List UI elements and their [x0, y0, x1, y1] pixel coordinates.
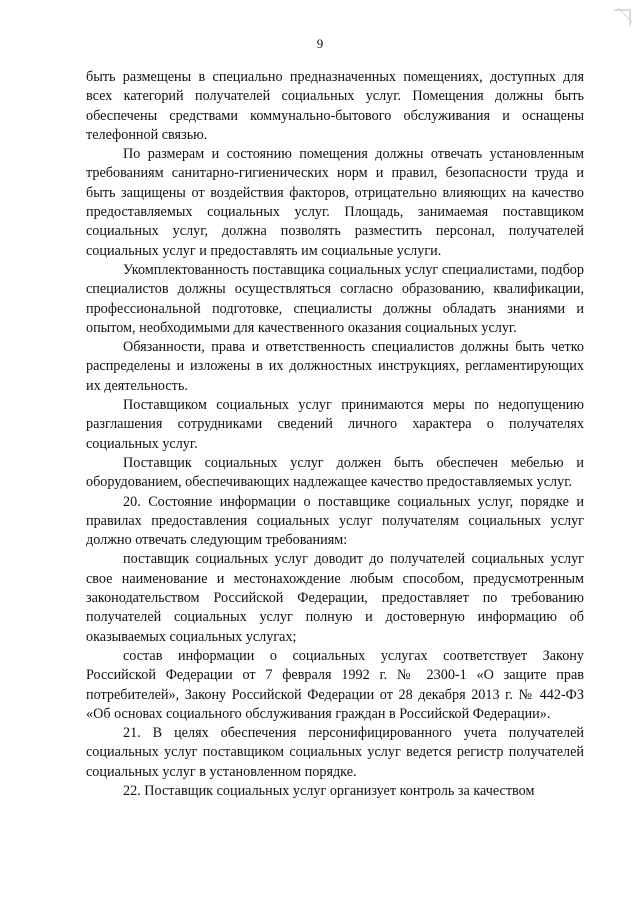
paragraph: Поставщиком социальных услуг принимаются меры по недопущению разглашения сотрудниками сведений личного характера о получателях социальных услуг. — [86, 397, 584, 452]
scan-corner-mark — [608, 6, 634, 32]
paragraph-item-20: 20. Состояние информации о поставщике социальных услуг, порядке и правилах предоставления социальных услуг получателям социальных услуг должно отвечать следующим требованиям: — [86, 493, 584, 549]
paragraph: По размерам и состоянию помещения должны отвечать установленным требованиям санитарно-гигиенических норм и правил, безопасности труда и быть защищены от воздействия факторов, отрицательно влияющих на качество предоставляемых социальных услуг. Площадь, занимаемая поставщиком социальных услуг, должна позволять разместить персонал, получателей социальных услуг и предоставлять им социальные услуги. — [86, 146, 584, 259]
paragraph: Обязанности, права и ответственность специалистов должны быть четко распределены и изложены в их должностных инструкциях, регламентирующих их деятельность. — [86, 339, 584, 394]
paragraph-item-21: 21. В целях обеспечения персонифицированного учета получателей социальных услуг поставщиком социальных услуг ведется регистр получателей социальных услуг в установленном порядке. — [86, 725, 584, 780]
page-number: 9 — [316, 36, 324, 51]
paragraph: поставщик социальных услуг доводит до получателей социальных услуг свое наименование и местонахождение любым способом, предусмотренным законодательством Российской Федерации, предоставляет по требованию получателей социальных услуг полную и достоверную информацию об оказываемых социальных услугах; — [86, 551, 584, 645]
body-text — [86, 68, 584, 801]
paragraph: Укомплектованность поставщика социальных услуг специалистами, подбор специалистов должны осуществляться согласно образованию, квалификации, профессиональной подготовке, специалисты должны обладать знаниями и опытом, необходимыми для качественного оказания социальных услуг. — [86, 261, 584, 336]
paragraph: состав информации о социальных услугах соответствует Закону Российской Федерации от 7 февраля 1992 г. № 2300-1 «О защите прав потребителей», Закону Российской Федерации от 28 декабря 2013 г. № 442-ФЗ «Об основах социального обслуживания граждан в Российской Федерации». — [86, 647, 584, 722]
paragraph: быть размещены в специально предназначенных помещениях, доступных для всех категорий получателей социальных услуг. Помещения должны быть обеспечены средствами коммунально-бытового обслуживания и оснащены телефонной связью. — [86, 69, 584, 143]
paragraph: Поставщик социальных услуг должен быть обеспечен мебелью и оборудованием, обеспечивающих надлежащее качество предоставляемых услуг. — [86, 454, 584, 491]
paragraph-item-22: 22. Поставщик социальных услуг организует контроль за качеством — [123, 782, 535, 799]
